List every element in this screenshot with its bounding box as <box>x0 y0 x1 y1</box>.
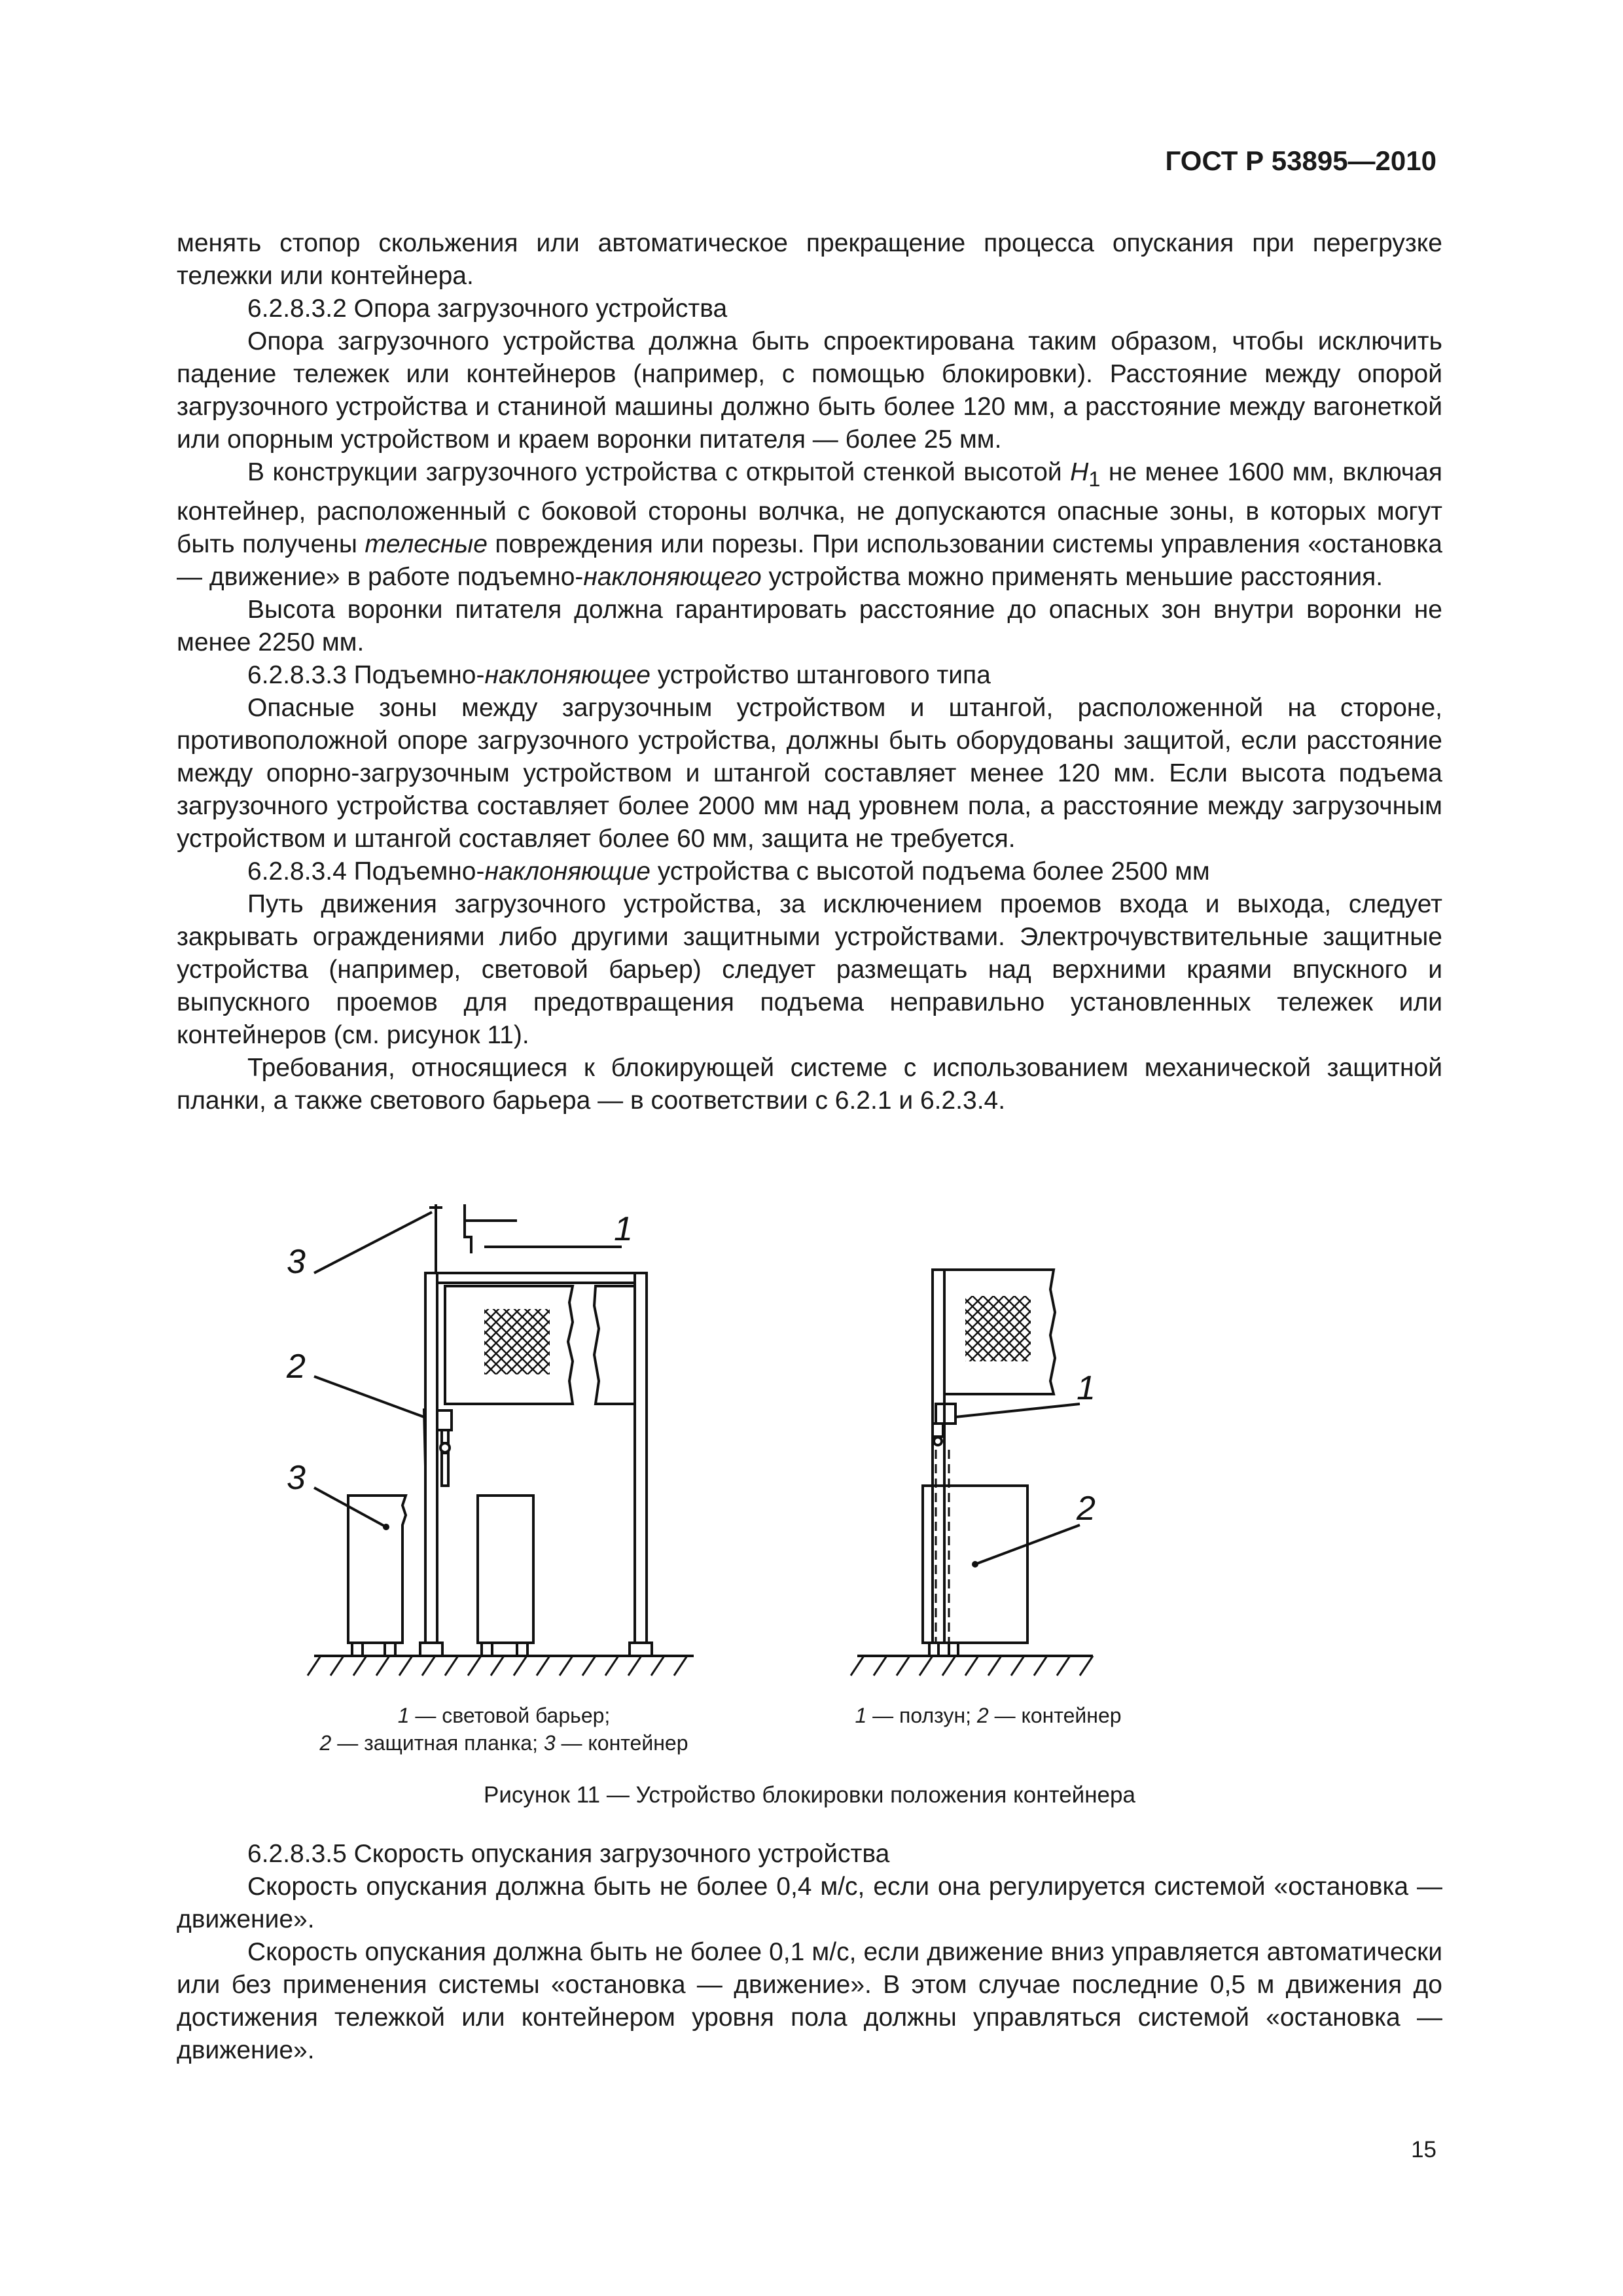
leader-3a <box>314 1212 432 1273</box>
label-3b: 3 <box>287 1459 306 1497</box>
section-heading: 6.2.8.3.5 Скорость опускания загрузочного устройства <box>247 1840 890 1868</box>
label-r1: 1 <box>1077 1369 1096 1407</box>
paragraph: Путь движения загрузочного устройства, за исключением проемов входа и выхода, следует закрывать ограждениями либо другими защитными устройствами. Электрочувствительные защитные устройства (например, световой барьер) следует размещать над верхними краями впускного и выпускного проемов для предотвращения подъема неправильно установленных тележек или контейнеров (см. рисунок 11). <box>177 889 1442 1049</box>
paragraph: В конструкции загрузочного устройства с открытой стенкой высотой $H_1$ не менее 1600 мм, включая контейнер, расположенный с боковой стороны волчка, не допускаются опасные зоны, в которых могут быть получены телесные повреждения или порезы. При использовании системы управления «остановка — движение» в работе подъемно-наклоняющего устройства можно применять меньшие расстояния. <box>177 458 1442 591</box>
figure-11 <box>177 1191 1442 1755</box>
paragraph: менять стопор скольжения или автоматическое прекращение процесса опускания при перегрузке тележки или контейнера. <box>177 229 1442 290</box>
container-middle <box>478 1496 533 1643</box>
post-left <box>425 1273 437 1643</box>
figure-caption: Рисунок 11 — Устройство блокировки положения контейнера <box>484 1782 1135 1808</box>
figure-drawing <box>177 1191 1442 1715</box>
protective-strip <box>437 1410 452 1430</box>
post-right <box>635 1273 647 1643</box>
label-r2: 2 <box>1077 1490 1096 1528</box>
leader-2 <box>314 1376 424 1417</box>
paragraph: Опора загрузочного устройства должна быть спроектирована таким образом, чтобы исключить падение тележек или контейнеров (например, с помощью блокировки). Расстояние между опорой загрузочного устройства и станиной машины должно быть более 120 мм, а расстояние между вагонеткой или опорным устройством и краем воронки питателя — более 25 мм. <box>177 327 1442 454</box>
label-3a: 3 <box>287 1243 306 1281</box>
ground-hatch <box>308 1656 687 1676</box>
post-right-view <box>933 1270 944 1643</box>
leader-3b <box>314 1488 386 1527</box>
paragraph: Высота воронки питателя должна гарантировать расстояние до опасных зон внутри воронки не менее 2250 мм. <box>177 595 1442 656</box>
section-heading: 6.2.8.3.4 Подъемно-наклоняющие устройства с высотой подъема более 2500 мм <box>247 857 1210 886</box>
section-heading: 6.2.8.3.3 Подъемно-наклоняющее устройство штангового типа <box>247 660 991 689</box>
page-number: 15 <box>1411 2137 1436 2162</box>
container-left <box>348 1496 406 1643</box>
body-text-top <box>177 227 1442 1117</box>
paragraph: Скорость опускания должна быть не более 0,1 м/с, если движение вниз управляется автоматически или без применения системы «остановка — движение». В этом случае последние 0,5 м движения до достижения тележкой или контейнером уровня пола должны управляться системой «остановка — движение». <box>177 1938 1442 2064</box>
mesh <box>484 1309 550 1374</box>
legend-left: 1 — световой барьер; 2 — защитная планка; 3 — контейнер <box>319 1704 688 1755</box>
document-code: ГОСТ Р 53895—2010 <box>1165 145 1436 176</box>
paragraph: Требования, относящиеся к блокирующей системе с использованием механической защитной планки, а также светового барьера — в соответствии с 6.2.1 и 6.2.3.4. <box>177 1053 1442 1115</box>
label-2: 2 <box>287 1348 306 1386</box>
label-1: 1 <box>614 1210 633 1248</box>
paragraph: Опасные зоны между загрузочным устройством и штангой, расположенной на стороне, противоположной опоре загрузочного устройства, должны быть оборудованы защитой, если расстояние между опорно-загрузочным устройством и штангой составляет менее 120 мм. Если высота подъема загрузочного устройства составляет более 2000 мм над уровнем пола, а расстояние между загрузочным устройством и штангой составляет более 60 мм, защита не требуется. <box>177 693 1442 853</box>
body-text-bottom <box>177 1838 1442 2067</box>
legend-right: 1 — ползун; 2 — контейнер <box>855 1704 1122 1727</box>
paragraph: Скорость опускания должна быть не более 0,4 м/с, если она регулируется системой «остановка — движение». <box>177 1873 1442 1933</box>
section-heading: 6.2.8.3.2 Опора загрузочного устройства <box>247 295 728 323</box>
